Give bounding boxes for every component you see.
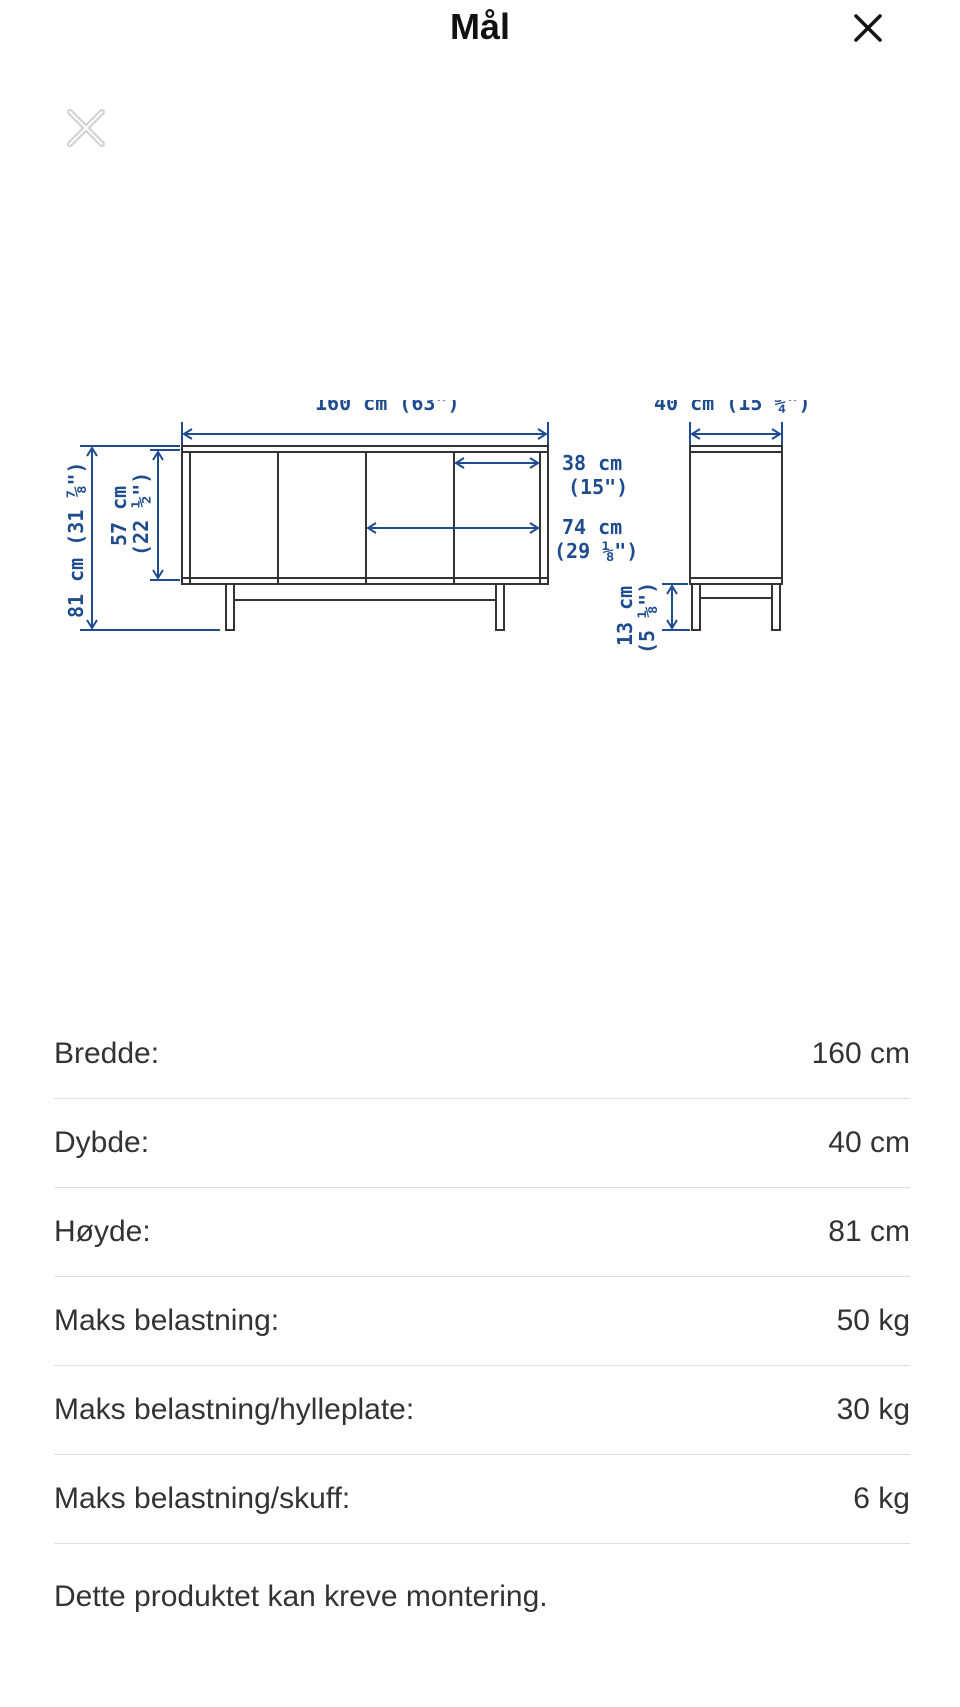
spec-label: Maks belastning/skuff: — [54, 1482, 351, 1515]
image-close-button[interactable] — [62, 104, 110, 152]
total-height-label: 81 cm (31 ⅞") — [64, 461, 88, 618]
spec-value: 81 cm — [828, 1215, 910, 1248]
specs-list — [54, 1010, 910, 1544]
spec-row-width — [54, 1010, 910, 1099]
close-icon — [62, 104, 110, 152]
leg-height-label-2: (5 ⅛") — [635, 581, 659, 654]
width-label: 160 cm (63") — [315, 400, 460, 415]
spec-value: 50 kg — [836, 1304, 910, 1337]
depth-label: 40 cm (15 ¾") — [654, 400, 811, 415]
inner-depth-arrow — [456, 458, 538, 468]
spec-value: 40 cm — [828, 1126, 910, 1159]
spec-row-max-load-drawer — [54, 1455, 910, 1544]
dimension-drawing — [50, 400, 910, 730]
sideboard-dimension-diagram — [50, 400, 910, 730]
spec-label: Dybde: — [54, 1126, 150, 1159]
spec-label: Bredde: — [54, 1037, 160, 1070]
spec-row-max-load-shelf — [54, 1366, 910, 1455]
inner-width-label-1: 74 cm — [562, 515, 623, 539]
assembly-note: Dette produktet kan kreve montering. — [54, 1580, 548, 1613]
spec-label: Høyde: — [54, 1215, 151, 1248]
front-view — [182, 446, 548, 630]
page-title: Mål — [449, 6, 510, 47]
spec-value: 6 kg — [853, 1482, 910, 1515]
cabinet-height-line — [150, 450, 180, 580]
close-button[interactable] — [848, 8, 888, 48]
close-icon — [848, 8, 888, 48]
leg-height-label-1: 13 cm — [613, 585, 637, 646]
depth-dimension-line — [690, 422, 782, 446]
spec-row-height — [54, 1188, 910, 1277]
spec-value: 30 kg — [836, 1393, 910, 1426]
cabinet-height-label-1: 57 cm — [107, 485, 131, 546]
inner-depth-label-2: (15") — [568, 475, 629, 499]
leg-height-line — [662, 584, 690, 630]
spec-label: Maks belastning: — [54, 1304, 280, 1337]
inner-depth-label-1: 38 cm — [562, 451, 623, 475]
spec-row-depth — [54, 1099, 910, 1188]
width-dimension-line — [182, 422, 548, 446]
spec-value: 160 cm — [811, 1037, 910, 1070]
cabinet-height-label-2: (22 ½") — [129, 471, 153, 556]
header — [0, 0, 960, 60]
spec-row-max-load — [54, 1277, 910, 1366]
inner-width-label-2: (29 ⅛") — [554, 539, 639, 563]
side-view — [690, 446, 782, 630]
spec-label: Maks belastning/hylleplate: — [54, 1393, 415, 1426]
